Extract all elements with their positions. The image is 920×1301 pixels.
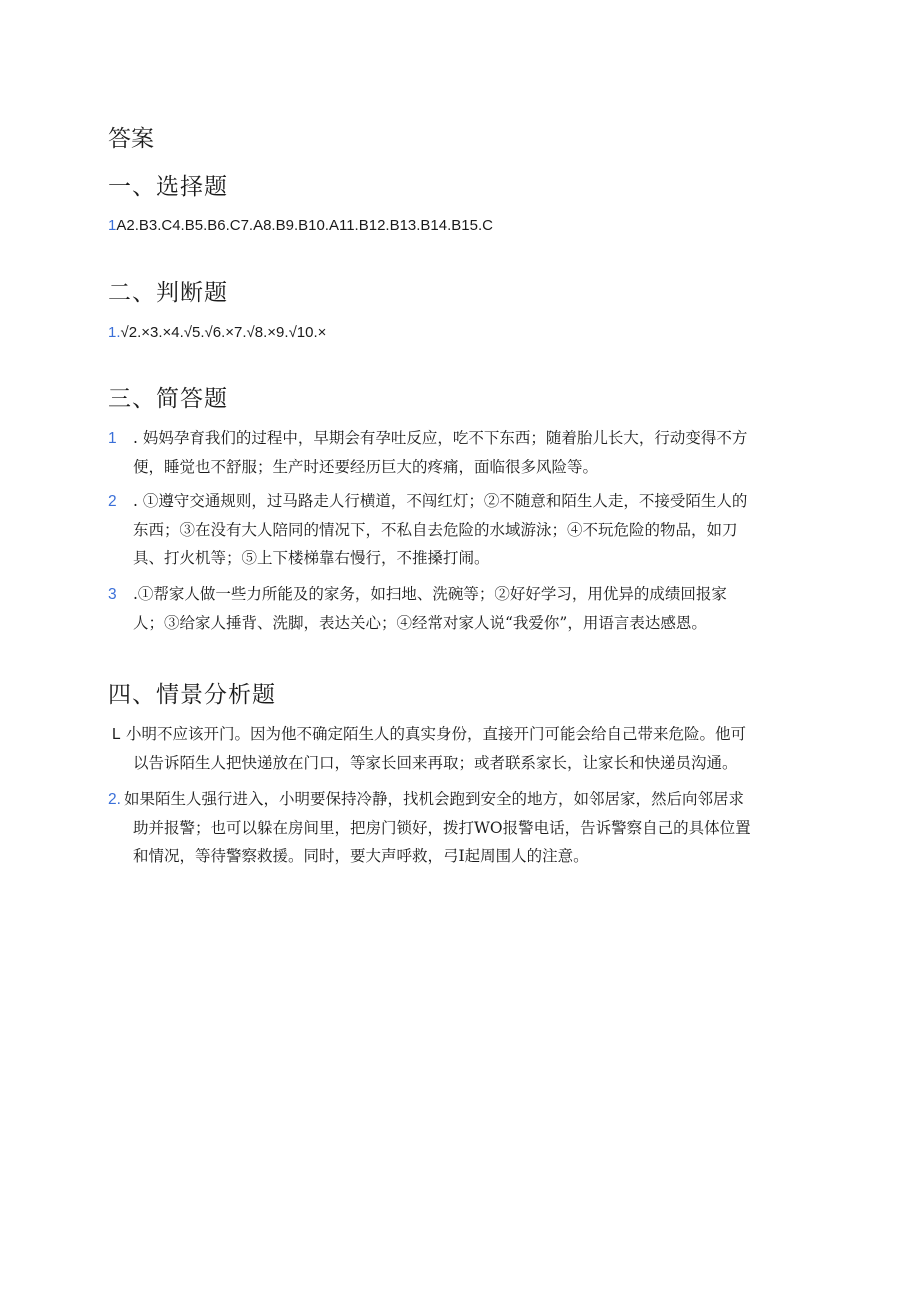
section-heading-choice: 一、选择题 bbox=[108, 174, 228, 200]
short-answer-1-line-2: 便，睡觉也不舒服；生产时还要经历巨大的疼痛，面临很多风险等。 bbox=[133, 458, 599, 476]
short-answer-1 bbox=[108, 424, 808, 481]
short-answer-2-line-1: . ①遵守交通规则，过马路走人行横道，不闯红灯；②不随意和陌生人走，不接受陌生人的 bbox=[133, 492, 748, 510]
choice-answer-text: A2.B3.C4.B5.B6.C7.A8.B9.B10.A11.B12.B13.B14.B15.C bbox=[116, 217, 493, 234]
short-answer-3-number: 3 bbox=[108, 586, 117, 603]
short-answer-3-line-1: .①帮家人做一些力所能及的家务，如扫地、洗碗等；②好好学习，用优异的成绩回报家 bbox=[133, 585, 727, 603]
section-heading-short: 三、简答题 bbox=[108, 386, 228, 412]
choice-number: 1 bbox=[108, 217, 117, 234]
judge-number: 1. bbox=[108, 324, 121, 341]
short-answer-1-line-1: . 妈妈孕育我们的过程中，早期会有孕吐反应，吃不下东西；随着胎儿长大，行动变得不方 bbox=[133, 429, 748, 447]
section-heading-judge: 二、判断题 bbox=[108, 280, 228, 306]
document-title: 答案 bbox=[108, 126, 154, 152]
short-answer-2 bbox=[108, 487, 808, 572]
scenario-answer-1-line-2: 以告诉陌生人把快递放在门口，等家长回来再取；或者联系家长，让家长和快递员沟通。 bbox=[133, 754, 738, 772]
short-answer-2-line-3: 具、打火机等；⑤上下楼梯靠右慢行，不推搡打闹。 bbox=[133, 549, 490, 567]
scenario-answer-2-line-2: 助并报警；也可以躲在房间里，把房门锁好，拨打WO报警电话，告诉警察自己的具体位置 bbox=[133, 819, 751, 837]
scenario-answer-2-line-3: 和情况，等待警察救援。同时，要大声呼救，弓I起周围人的注意。 bbox=[133, 847, 589, 865]
scenario-answer-1-number: L bbox=[112, 726, 121, 743]
short-answer-2-line-2: 东西；③在没有大人陪同的情况下，不私自去危险的水域游泳；④不玩危险的物品，如刀 bbox=[133, 521, 738, 539]
choice-answers bbox=[108, 217, 493, 234]
scenario-answer-2-line-1: 如果陌生人强行进入，小明要保持冷静，找机会跑到安全的地方，如邻居家，然后向邻居求 bbox=[124, 790, 745, 808]
short-answer-3-line-2: 人；③给家人捶背、洗脚，表达关心；④经常对家人说“我爱你”，用语言表达感恩。 bbox=[133, 614, 707, 632]
scenario-answer-1-line-1: 小明不应该开门。因为他不确定陌生人的真实身份，直接开门可能会给自己带来危险。他可 bbox=[126, 725, 747, 743]
section-heading-scenario: 四、情景分析题 bbox=[108, 682, 276, 708]
scenario-answer-1 bbox=[108, 720, 808, 777]
short-answer-2-number: 2 bbox=[108, 493, 117, 510]
short-answer-1-number: 1 bbox=[108, 430, 117, 447]
judge-answer-text: √2.×3.×4.√5.√6.×7.√8.×9.√10.× bbox=[120, 324, 327, 341]
judge-answers bbox=[108, 324, 326, 341]
short-answer-3 bbox=[108, 580, 808, 637]
scenario-answer-2 bbox=[108, 785, 808, 870]
scenario-answer-2-number: 2. bbox=[108, 791, 121, 808]
